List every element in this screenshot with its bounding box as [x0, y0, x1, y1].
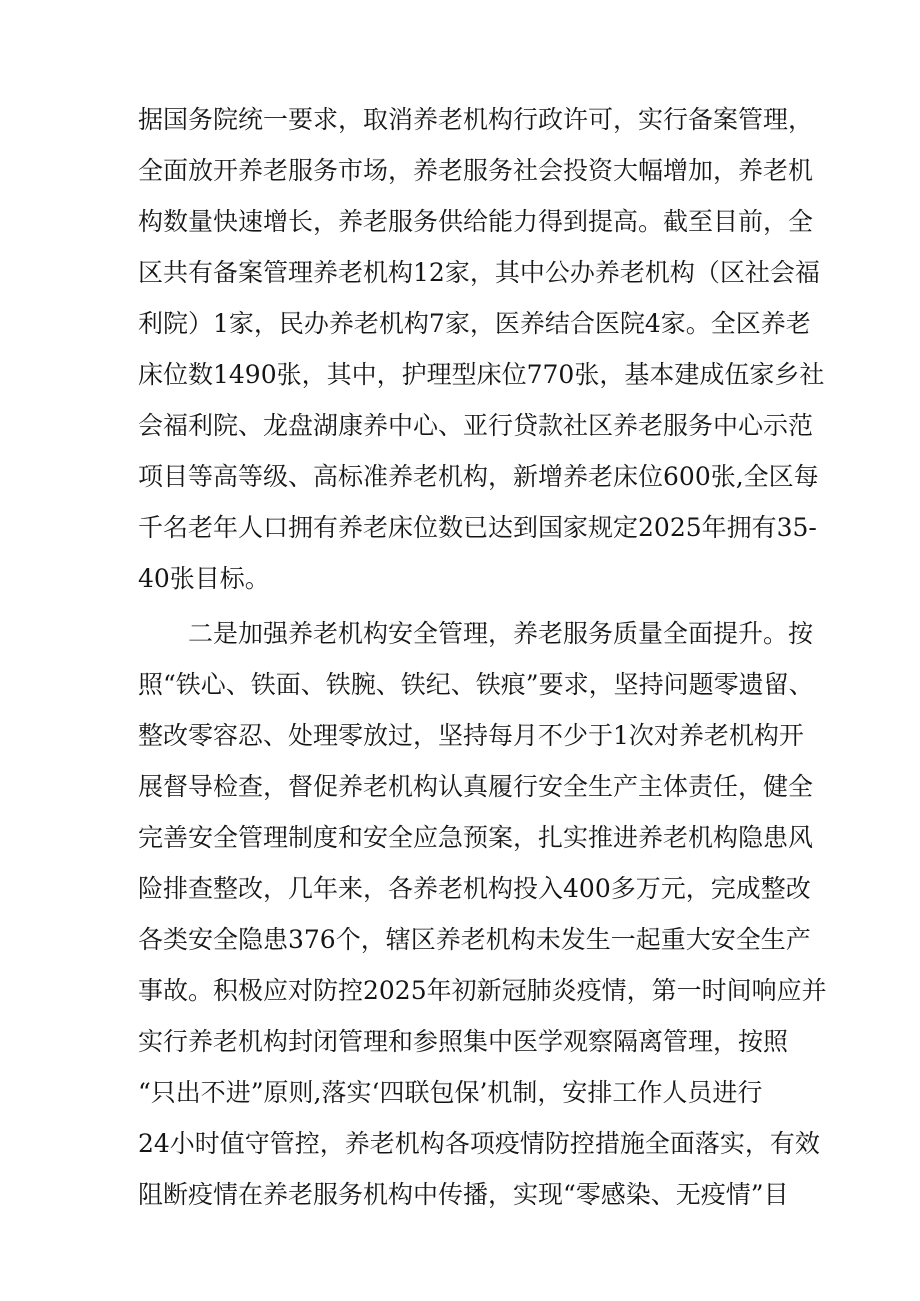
text-line: 40张目标。	[138, 564, 270, 593]
text-line: 照“铁心、铁面、铁腕、铁纪、铁痕”要求，坚持问题零遗留、	[138, 670, 814, 699]
text-line: 整改零容忍、处理零放过，坚持每月不少于1次对养老机构开	[138, 721, 804, 750]
text-line: 会福利院、龙盘湖康养中心、亚行贷款社区养老服务中心示范	[138, 411, 814, 440]
text-line: 事故。积极应对防控2025年初新冠肺炎疫情，第一时间响应并	[138, 976, 827, 1005]
text-line: 完善安全管理制度和安全应急预案，扎实推进养老机构隐患风	[138, 823, 814, 852]
text-line: 全面放开养老服务市场，养老服务社会投资大幅增加，养老机	[138, 156, 814, 185]
text-line: 构数量快速增长，养老服务供给能力得到提高。截至目前，全	[138, 207, 814, 236]
text-line: 实行养老机构封闭管理和参照集中医学观察隔离管理，按照	[138, 1027, 789, 1056]
text-line: 区共有备案管理养老机构12家，其中公办养老机构（区社会福	[138, 258, 820, 287]
text-line: 项目等高等级、高标准养老机构，新增养老床位600张,全区每	[138, 462, 819, 491]
paragraph-first-line: 二是加强养老机构安全管理，养老服务质量全面提升。按	[188, 619, 814, 648]
text-line: 各类安全隐患376个，辖区养老机构未发生一起重大安全生产	[138, 925, 811, 954]
text-line: 24小时值守管控，养老机构各项疫情防控措施全面落实，有效	[138, 1129, 820, 1158]
text-line: 床位数1490张，其中，护理型床位770张，基本建成伍家乡社	[138, 360, 825, 389]
text-line: 展督导检查，督促养老机构认真履行安全生产主体责任，健全	[138, 772, 814, 801]
text-line: 阻断疫情在养老服务机构中传播，实现“零感染、无疫情”目	[138, 1180, 789, 1209]
text-line: 利院）1家，民办养老机构7家，医养结合医院4家。全区养老	[138, 309, 811, 338]
text-line: 险排查整改，几年来，各养老机构投入400多万元，完成整改	[138, 874, 811, 903]
text-line: 据国务院统一要求，取消养老机构行政许可，实行备案管理，	[138, 105, 814, 134]
text-line: 千名老年人口拥有养老床位数已达到国家规定2025年拥有35-	[138, 513, 817, 542]
text-line: “只出不进”原则,落实‘四联包保’机制，安排工作人员进行	[138, 1078, 763, 1107]
